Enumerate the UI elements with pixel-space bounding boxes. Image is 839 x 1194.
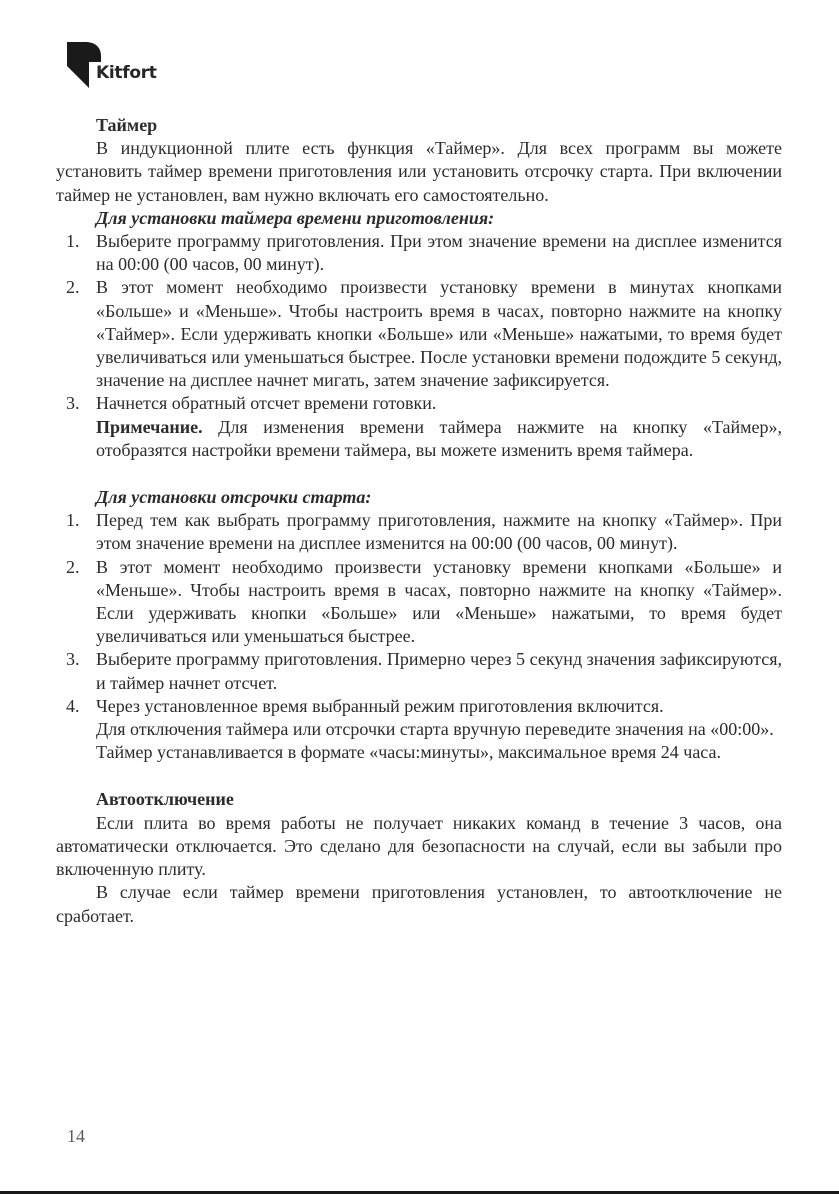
cancel-text: Для отключения таймера или отсрочки старта вручную переведите значения на «00:00». bbox=[96, 719, 774, 740]
list-item bbox=[56, 509, 782, 555]
logo-text: Kitfort bbox=[96, 63, 157, 83]
list-number: 3. bbox=[66, 649, 80, 670]
list-text: Выберите программу приготовления. При этом значение времени на дисплее изменится на 00:00 (00 часов, 00 минут). bbox=[96, 231, 782, 275]
note-label: Примечание. bbox=[96, 416, 203, 437]
auto-off-paragraph: Если плита во время работы не получает никаких команд в течение 3 часов, она автоматически отключается. Это сделано для безопасности на случай, если вы забыли про включенную плиту. bbox=[56, 812, 782, 880]
list-number: 4. bbox=[66, 695, 80, 716]
list-number: 1. bbox=[66, 231, 80, 252]
note-text: Для изменения времени таймера нажмите на кнопку «Таймер», отобразятся настройки времени таймера, вы можете изменить время таймера. bbox=[96, 416, 782, 460]
timer-intro: В индукционной плите есть функция «Таймер». Для всех программ вы можете установить таймер времени приготовления или установить отсрочку старта. При включении таймер не установлен, вам нужно включать его самостоятельно. bbox=[56, 138, 782, 205]
list-text: Выберите программу приготовления. Примерно через 5 секунд значения зафиксируются, и таймер начнет отсчет. bbox=[96, 649, 782, 693]
list-item bbox=[56, 556, 782, 649]
timer-heading: Таймер bbox=[96, 115, 158, 135]
list-item bbox=[56, 276, 782, 392]
list-text: В этот момент необходимо произвести установку времени кнопками «Больше» и «Меньше». Чтобы настроить время в часах, повторно нажмите на кнопку «Таймер». Если удерживать кнопки «Больше» или «Меньше» нажатыми, то время будет увеличиваться или уменьшаться быстрее. bbox=[96, 556, 782, 647]
list-text: Через установленное время выбранный режим приготовления включится. bbox=[96, 695, 664, 716]
list-item bbox=[56, 695, 782, 718]
list-number: 2. bbox=[66, 556, 80, 577]
delay-start-subheading: Для установки отсрочки старта: bbox=[96, 487, 372, 508]
cook-timer-subheading: Для установки таймера времени приготовления: bbox=[96, 207, 495, 228]
kitfort-logo bbox=[67, 42, 177, 88]
list-item bbox=[56, 230, 782, 276]
spacer bbox=[56, 462, 782, 486]
auto-off-heading: Автоотключение bbox=[96, 789, 234, 810]
list-number: 3. bbox=[66, 393, 80, 414]
list-text: В этот момент необходимо произвести установку времени в минутах кнопками «Больше» и «Меньше». Чтобы настроить время в часах, повторно нажмите на кнопку «Таймер». Если удерживать кнопки «Больше» или «Меньше» нажатыми, то время будет увеличиваться или уменьшаться быстрее. После установки времени подождите 5 секунд, значение на дисплее начнет мигать, затем значение зафиксируется. bbox=[96, 277, 782, 391]
page-number: 14 bbox=[67, 1126, 85, 1146]
list-number: 2. bbox=[66, 277, 80, 298]
format-text: Таймер устанавливается в формате «часы:минуты», максимальное время 24 часа. bbox=[96, 742, 722, 763]
list-number: 1. bbox=[66, 510, 80, 531]
list-item bbox=[56, 648, 782, 694]
list-text: Перед тем как выбрать программу приготовления, нажмите на кнопку «Таймер». При этом значение времени на дисплее изменится на 00:00 (00 часов, 00 минут). bbox=[96, 510, 782, 554]
page-content bbox=[56, 114, 782, 928]
spacer bbox=[56, 764, 782, 788]
note bbox=[56, 416, 782, 462]
list-item bbox=[56, 392, 782, 415]
list-text: Начнется обратный отсчет времени готовки. bbox=[96, 393, 437, 414]
auto-off-paragraph: В случае если таймер времени приготовления установлен, то автоотключение не сработает. bbox=[56, 882, 782, 926]
